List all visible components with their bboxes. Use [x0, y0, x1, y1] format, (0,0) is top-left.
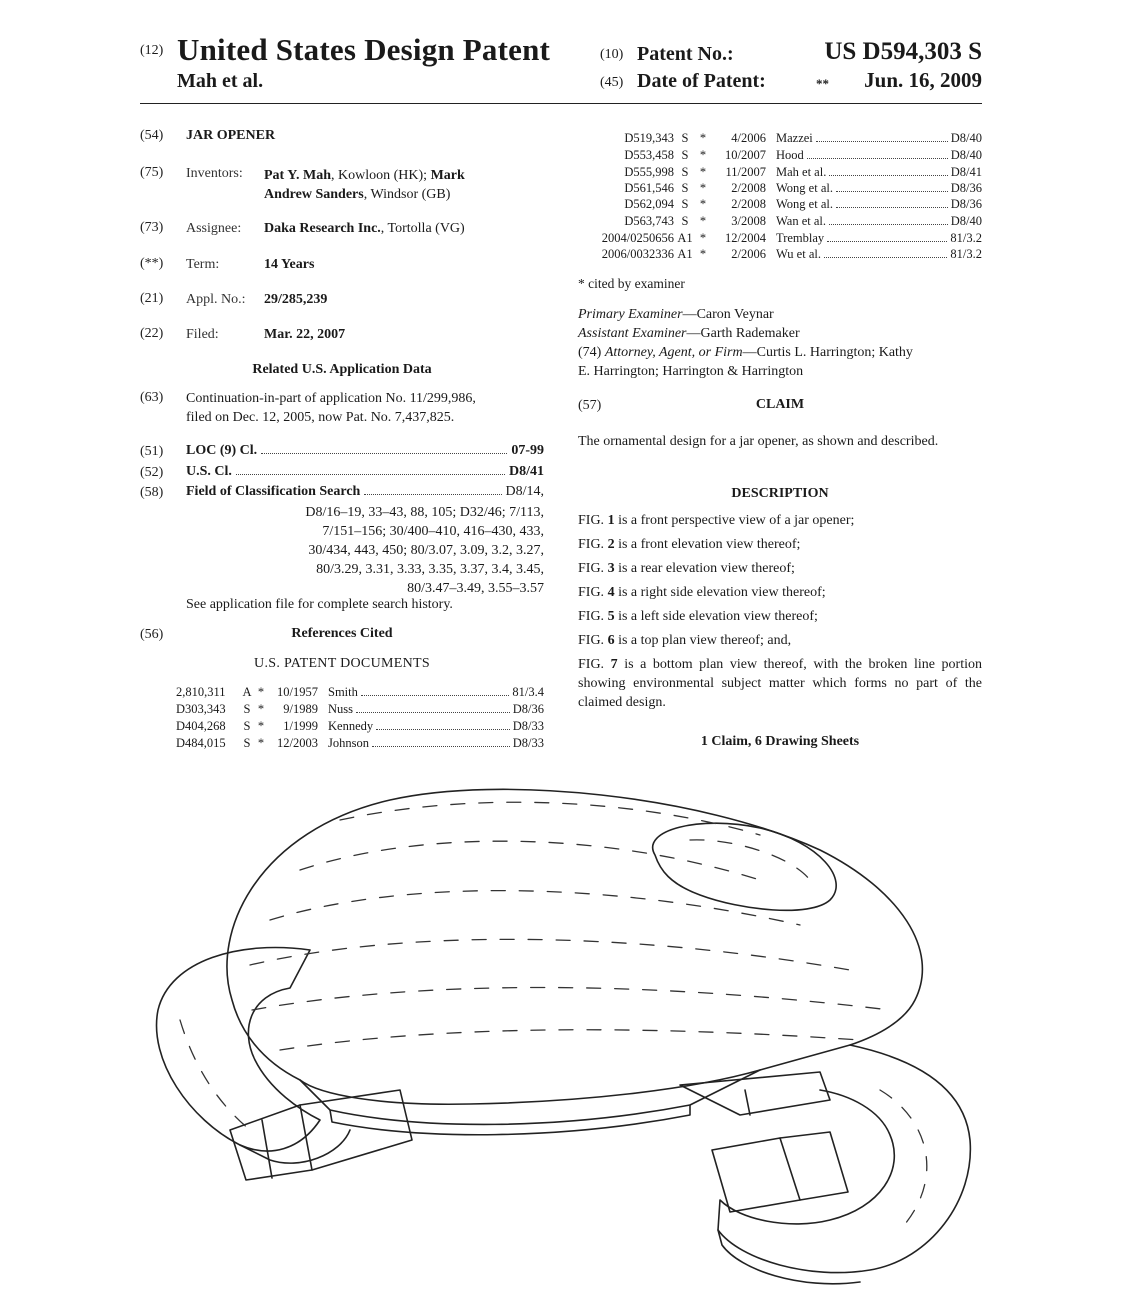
term-value: 14 Years [264, 257, 315, 272]
left-hook [157, 948, 320, 1152]
primary-examiner-label: Primary Examiner [578, 307, 683, 322]
appl-no-value: 29/285,239 [264, 292, 328, 307]
reference-row: 2006/0032336 A1 * 2/2006 Wu et al. 81/3.2 [601, 247, 982, 261]
code-63: (63) [140, 390, 164, 405]
dome-body [227, 789, 922, 1104]
claim-text: The ornamental design for a jar opener, as shown and described. [578, 434, 939, 449]
reference-row: D553,458 S * 10/2007 Hood D8/40 [624, 148, 982, 162]
us-class-row: U.S. Cl. D8/41 [186, 464, 544, 479]
figure-description-item: FIG. 2 is a front elevation view thereof; [578, 537, 801, 552]
reference-row: D561,546 S * 2/2008 Wong et al. D8/36 [624, 181, 982, 195]
patent-no-label: Patent No.: [637, 43, 734, 65]
inventor-2-first: Mark [430, 168, 465, 183]
code-56: (56) [140, 627, 164, 642]
inventors-label: Inventors: [186, 166, 243, 181]
code-22: (22) [140, 326, 164, 341]
term-label: Term: [186, 257, 220, 272]
code-57: (57) [578, 398, 602, 413]
attorney-names: —Curtis L. Harrington; Kathy [742, 345, 913, 360]
appl-no-label: Appl. No.: [186, 292, 246, 307]
reference-row: D563,743 S * 3/2008 Wan et al. D8/40 [624, 214, 982, 228]
code-54: (54) [140, 128, 164, 143]
inventors-value: Pat Y. Mah, Kowloon (HK); Mark Andrew Sanders, Windsor (GB) [264, 168, 465, 202]
primary-examiner-name: —Caron Veynar [682, 307, 774, 322]
reference-row: D562,094 S * 2/2008 Wong et al. D8/36 [624, 197, 982, 211]
assignee-label: Assignee: [186, 221, 242, 236]
field-search-classes: D8/16–19, 33–43, 88, 105; D32/46; 7/113, 7/151–156; 30/400–410, 416–430, 433, 30/434, 443, 450; 80/3.07, 3.09, 3.2, 3.27, 80/3.29, 3.31, 3.33, 3.35, 3.37, 3.4, 3.45, 80/3.47–3.49, 3.55–3.57 [305, 505, 544, 596]
patent-header [0, 0, 1138, 105]
figure-description-item: FIG. 6 is a top plan view thereof; and, [578, 633, 792, 648]
code-21: (21) [140, 291, 164, 306]
examiners-block: Primary Examiner—Caron Veynar Assistant Examiner—Garth Rademaker (74) Attorney, Agent, or Firm—Curtis L. Harrington; Kathy E. Harrington; Harrington & Harrington [578, 307, 913, 379]
patent-type-title: United States Design Patent [177, 32, 551, 67]
reference-row: D404,268 S * 1/1999 Kennedy D8/33 [176, 719, 544, 733]
us-patent-documents-title: U.S. PATENT DOCUMENTS [254, 656, 430, 671]
assistant-examiner-name: —Garth Rademaker [686, 326, 800, 341]
jar-opener-drawing [0, 760, 1138, 1302]
figure-description-item: FIG. 3 is a rear elevation view thereof; [578, 561, 795, 576]
description-title: DESCRIPTION [731, 486, 829, 501]
reference-row: D303,343 S * 9/1989 Nuss D8/36 [176, 702, 544, 716]
code-75: (75) [140, 165, 164, 180]
right-hook [718, 1045, 970, 1273]
header-code-12: (12) [140, 43, 164, 58]
date-label: Date of Patent: [637, 70, 766, 92]
base-plate [300, 1070, 760, 1124]
patent-number: US D594,303 S [824, 38, 982, 65]
filed-label: Filed: [186, 327, 219, 342]
reference-row: 2,810,311 A * 10/1957 Smith 81/3.4 [176, 685, 544, 699]
reference-row: D555,998 S * 11/2007 Mah et al. D8/41 [624, 165, 982, 179]
code-51: (51) [140, 444, 164, 459]
code-58: (58) [140, 485, 164, 500]
reference-row: D519,343 S * 4/2006 Mazzei D8/40 [624, 131, 982, 145]
header-code-10: (10) [600, 47, 624, 62]
references-cited-title: References Cited [291, 626, 393, 641]
code-73: (73) [140, 220, 164, 235]
claim-title: CLAIM [755, 397, 805, 412]
header-divider [140, 103, 982, 104]
inventor-2-rest: Andrew Sanders [264, 187, 364, 202]
figure-description-item: FIG. 5 is a left side elevation view thereof; [578, 609, 818, 624]
search-history-note: See application file for complete search history. [186, 597, 453, 612]
loc-class-row: LOC (9) Cl. 07-99 [186, 443, 544, 458]
reference-row: D484,015 S * 12/2003 Johnson D8/33 [176, 736, 544, 750]
claims-sheets-footer: 1 Claim, 6 Drawing Sheets [700, 734, 860, 749]
header-code-45: (45) [600, 75, 624, 90]
figure-description-item: FIG. 7 is a bottom plan view thereof, with the broken line portion showing environmental subject matter which forms no part of the claimed design. [578, 657, 982, 710]
patent-date: Jun. 16, 2009 [864, 68, 982, 92]
code-term: (**) [140, 256, 164, 271]
inventor-1: Pat Y. Mah [264, 168, 332, 183]
field-search-row: Field of Classification Search D8/14, [186, 484, 544, 499]
figure-description-item: FIG. 1 is a front perspective view of a jar opener; [578, 513, 855, 528]
inventors-short: Mah et al. [177, 70, 264, 92]
related-data-title: Related U.S. Application Data [252, 362, 432, 377]
filed-value: Mar. 22, 2007 [264, 327, 346, 342]
left-foot [230, 1090, 412, 1180]
date-mark: ** [816, 76, 829, 91]
attorney-label: Attorney, Agent, or Firm [604, 345, 743, 360]
continuation-text: Continuation-in-part of application No. 11/299,986, filed on Dec. 12, 2005, now Pat. No. 7,437,825. [186, 391, 476, 425]
assignee-value: Daka Research Inc., Tortolla (VG) [264, 221, 465, 236]
reference-row: 2004/0250656 A1 * 12/2004 Tremblay 81/3.2 [601, 231, 982, 245]
right-foot [712, 1138, 800, 1212]
figure-description-item: FIG. 4 is a right side elevation view thereof; [578, 585, 826, 600]
cited-by-examiner-note: * cited by examiner [578, 276, 685, 291]
title-jar-opener: JAR OPENER [186, 128, 276, 143]
code-52: (52) [140, 465, 164, 480]
assistant-examiner-label: Assistant Examiner [578, 326, 687, 341]
button [653, 823, 837, 910]
